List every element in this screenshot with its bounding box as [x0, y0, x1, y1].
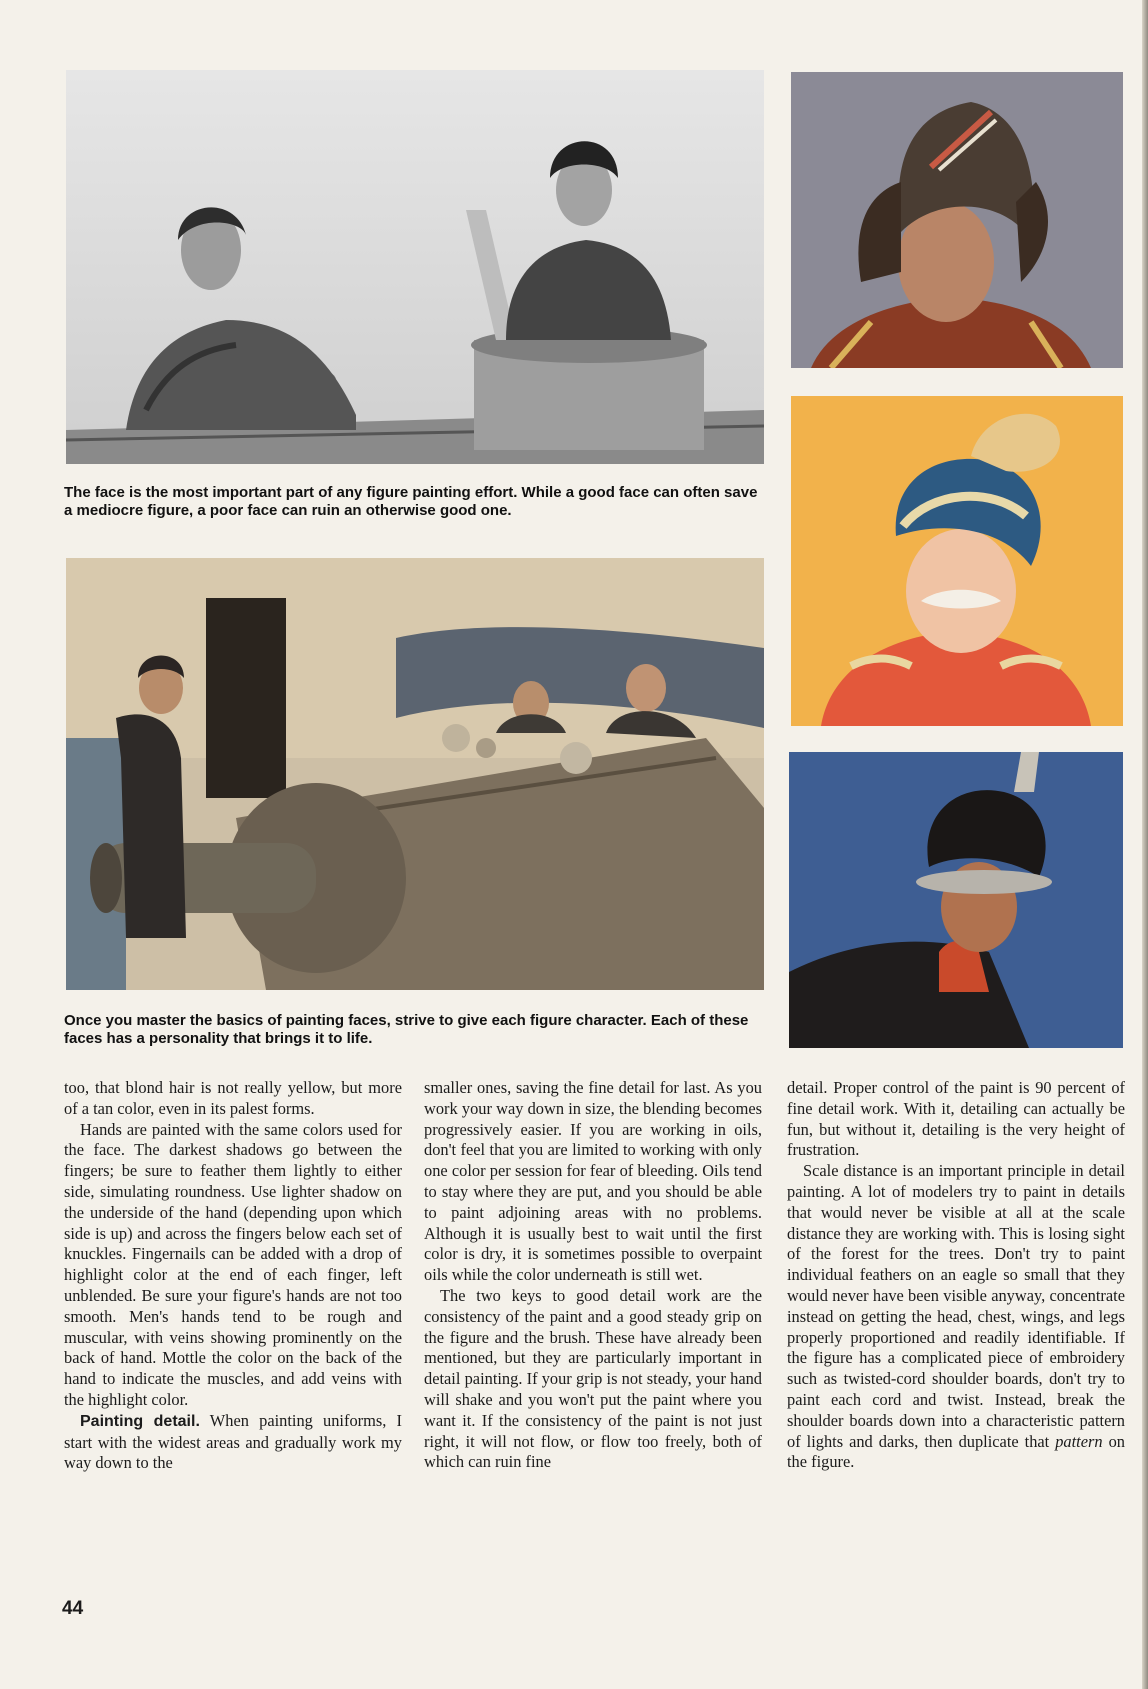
- paragraph-text: Scale distance is an important principle in detail painting. A lot of modelers try to paint in details that would never be visible at all at the scale distance they are working with. This is losing sight of the forest for the trees. Don't try to paint individual feathers on an eagle so small that they would never have been visible anyway, concentrate instead on getting the head, chest, wings, and legs properly proportioned and readily identifiable. If the figure has a complicated piece of embroidery such as twisted-cord shoulder boards, don't try to paint each cord and twist. Instead, break the shoulder boards down into a characteristic pattern of lights and darks, then duplicate that: [787, 1161, 1125, 1451]
- paragraph-tail: on the figure.: [787, 1431, 1125, 1472]
- paragraph: smaller ones, saving the fine detail for last. As you work your way down in size, the blending becomes progressively easier. If you are working in oils, don't feel that you are limited to working with only one color per session for fear of bleeding. Oils tend to stay where they are put, and you should be able to paint adjoining areas with no problems. Although it is usually best to wait until the first color is dry, it is sometimes possible to overpaint oils while the color underneath is still wet.: [424, 1078, 762, 1285]
- caption-top: The face is the most important part of any figure painting effort. While a good face can often save a mediocre figure, a poor face can ruin an otherwise good one.: [64, 484, 758, 519]
- paragraph: The two keys to good detail work are the consistency of the paint and a good steady grip on the figure and the brush. These have already been mentioned, but they are particularly important in detail painting. If your grip is not steady, your hand will shake and you won't put the paint where you want it. If the consistency of the paint is not just right, it will not flow, or flow too freely, both of which can ruin fine: [424, 1285, 762, 1472]
- photo-tank-crew-bw: [66, 70, 764, 464]
- paragraph: Hands are painted with the same colors used for the face. The darkest shadows go between the fingers; be sure to feather them lightly to either side, simulating roundness. Use lighter shadow on the underside of the hand (depending upon which side is up) and across the fingers below each set of knuckles. Fingernails can be added with a drop of highlight color at the end of each finger, left unblended. Be sure your figure's hands are not too smooth. Men's hands tend to be rough and muscular, with veins showing prominently on the back of hand. Mottle the color on the back of the hand to indicate the muscles, and add veins with the highlight color.: [64, 1119, 402, 1409]
- photo-diorama: [66, 558, 764, 990]
- paragraph: detail. Proper control of the paint is 90 percent of fine detail work. With it, detailing can actually be fun, but without it, detailing is the very height of frustration.: [787, 1078, 1125, 1160]
- paragraph-with-subhead: [64, 1411, 402, 1474]
- subhead-painting-detail: Painting detail.: [80, 1412, 200, 1430]
- page-gutter-shadow: [1142, 0, 1148, 1689]
- caption-middle: Once you master the basics of painting faces, strive to give each figure character. Each of these faces has a personality that brings it to life.: [64, 1012, 749, 1047]
- text-column-2: [424, 1078, 762, 1473]
- page-number: 44: [62, 1598, 84, 1619]
- paragraph-text: When painting uniforms, I start with the widest areas and gradually work my way down to the: [64, 1410, 402, 1473]
- photo-busby-hussar: [789, 752, 1123, 1048]
- emphasis-word: pattern: [1055, 1431, 1103, 1451]
- paragraph: too, that blond hair is not really yellow, but more of a tan color, even in its palest forms.: [64, 1078, 402, 1118]
- text-column-1: [64, 1078, 402, 1474]
- photo-turban-officer: [791, 396, 1123, 726]
- text-column-3: [787, 1078, 1125, 1473]
- photo-bicorne-officer: [791, 72, 1123, 368]
- paragraph-with-emphasis: [787, 1161, 1125, 1473]
